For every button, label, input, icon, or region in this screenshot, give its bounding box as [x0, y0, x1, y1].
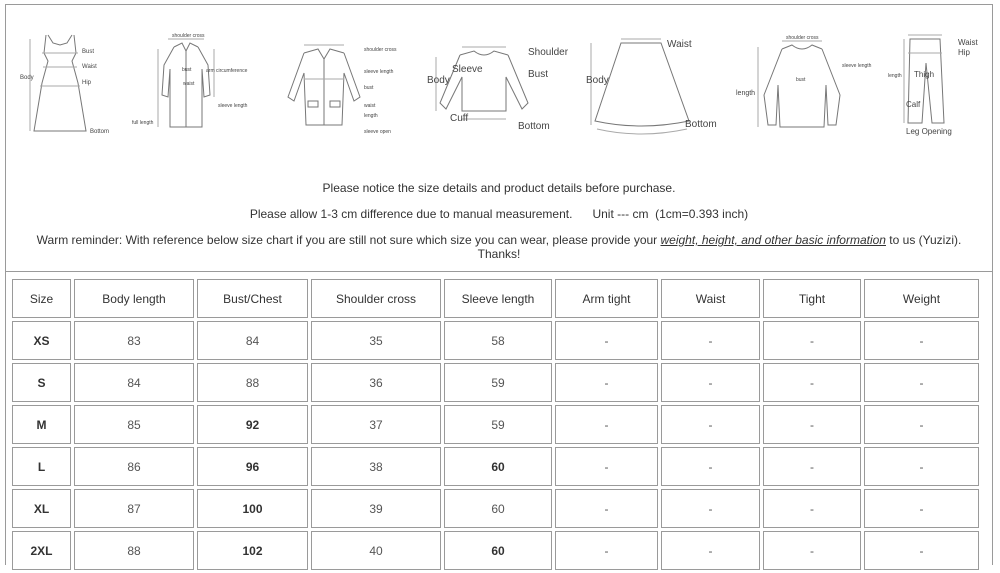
sleeve-cell: 60 [444, 489, 552, 528]
pants-diagram [878, 33, 988, 143]
pants-label: Thigh [914, 70, 935, 79]
shoulder-cell: 40 [311, 531, 441, 570]
waist-cell: - [661, 405, 760, 444]
notice-measurement: Please allow 1-3 cm difference due to manual measurement. Unit --- cm (1cm=0.393 inch) [249, 207, 749, 221]
coat-label: arm circumference [206, 68, 248, 74]
pants-label: length [888, 73, 902, 79]
sweater-label: Bust [528, 69, 549, 80]
header-cell: Waist [661, 279, 760, 318]
weight-cell: - [864, 489, 979, 528]
sleeve-cell: 58 [444, 321, 552, 360]
long-coat-diagram [124, 35, 274, 135]
notice-details: Please notice the size details and product details before purchase. [322, 181, 676, 195]
shoulder-cell: 39 [311, 489, 441, 528]
sweater-label: Shoulder [528, 47, 569, 58]
sleeve-cell: 60 [444, 531, 552, 570]
table-row [12, 531, 979, 570]
arm-cell: - [555, 405, 658, 444]
body-length-cell: 83 [74, 321, 194, 360]
table-row [12, 405, 979, 444]
reminder-thanks: Thanks! [477, 247, 521, 261]
cropped-sweater-diagram [424, 39, 584, 139]
coat-label: sleeve length [218, 103, 248, 109]
coat-label: full length [132, 120, 154, 126]
arm-cell: - [555, 363, 658, 402]
table-header-row [12, 279, 979, 318]
pants-label: Calf [906, 100, 921, 109]
weight-cell: - [864, 531, 979, 570]
header-cell: Tight [763, 279, 861, 318]
waist-cell: - [661, 321, 760, 360]
arm-cell: - [555, 531, 658, 570]
bust-cell: 96 [197, 447, 308, 486]
skirt-label: Body [586, 75, 609, 86]
weight-cell: - [864, 447, 979, 486]
weight-cell: - [864, 321, 979, 360]
coat-label: shoulder cross [172, 33, 205, 39]
dress-label: Bust [82, 49, 95, 55]
shoulder-cell: 35 [311, 321, 441, 360]
table-row [12, 363, 979, 402]
sweatshirt-label: shoulder cross [786, 35, 819, 41]
divider [6, 271, 992, 272]
coat-label: waist [183, 81, 195, 87]
weight-cell: - [864, 363, 979, 402]
body-length-cell: 88 [74, 531, 194, 570]
jacket-label: sleeve length [364, 69, 394, 75]
body-length-cell: 87 [74, 489, 194, 528]
tight-cell: - [763, 447, 861, 486]
size-cell: S [12, 363, 71, 402]
header-cell: Sleeve length [444, 279, 552, 318]
sweater-label: Sleeve [452, 64, 483, 75]
sweatshirt-label: sleeve length [842, 63, 872, 69]
waist-cell: - [661, 531, 760, 570]
reminder-text: Warm reminder: With reference below size chart if you are still not sure which size you can wear, please provide your [36, 233, 661, 247]
sweatshirt-label: length [736, 90, 756, 97]
body-length-cell: 85 [74, 405, 194, 444]
size-cell: 2XL [12, 531, 71, 570]
header-cell: Size [12, 279, 71, 318]
dress-label: Hip [82, 80, 92, 86]
size-cell: L [12, 447, 71, 486]
bust-cell: 88 [197, 363, 308, 402]
sweater-label: Body [427, 75, 450, 86]
shoulder-cell: 37 [311, 405, 441, 444]
size-table [9, 276, 982, 573]
header-cell: Arm tight [555, 279, 658, 318]
sweatshirt-label: bust [796, 77, 806, 83]
header-cell: Shoulder cross [311, 279, 441, 318]
bust-cell: 84 [197, 321, 308, 360]
header-cell: Bust/Chest [197, 279, 308, 318]
shoulder-cell: 38 [311, 447, 441, 486]
body-length-cell: 86 [74, 447, 194, 486]
tight-cell: - [763, 321, 861, 360]
bust-cell: 100 [197, 489, 308, 528]
size-cell: XS [12, 321, 71, 360]
sweater-label: Bottom [518, 121, 550, 132]
jacket-label: bust [364, 85, 374, 91]
skirt-label: Bottom [685, 119, 717, 130]
warm-reminder [6, 233, 992, 261]
reminder-end: to us (Yuzizi). [885, 233, 962, 247]
skirt-label: Waist [667, 39, 692, 50]
header-cell: Body length [74, 279, 194, 318]
bust-cell: 102 [197, 531, 308, 570]
weight-cell: - [864, 405, 979, 444]
arm-cell: - [555, 489, 658, 528]
dress-label: Body [20, 75, 34, 81]
bust-cell: 92 [197, 405, 308, 444]
arm-cell: - [555, 321, 658, 360]
size-cell: XL [12, 489, 71, 528]
sleeve-cell: 59 [444, 405, 552, 444]
sweater-label: Cuff [450, 113, 469, 124]
table-row [12, 489, 979, 528]
waist-cell: - [661, 447, 760, 486]
tight-cell: - [763, 363, 861, 402]
jacket-label: length [364, 113, 378, 119]
jacket-label: waist [364, 103, 376, 109]
size-cell: M [12, 405, 71, 444]
waist-cell: - [661, 363, 760, 402]
dress-label: Bottom [90, 129, 110, 135]
coat-label: bust [182, 67, 192, 73]
pants-label: Leg Opening [906, 127, 952, 136]
size-chart-frame [5, 4, 993, 565]
waist-cell: - [661, 489, 760, 528]
sleeve-cell: 60 [444, 447, 552, 486]
jacket-label: sleeve open [364, 129, 391, 135]
table-row [12, 447, 979, 486]
tight-cell: - [763, 489, 861, 528]
jacket-diagram [276, 39, 416, 139]
tight-cell: - [763, 531, 861, 570]
dress-label: Waist [82, 64, 97, 70]
pants-label: Hip [958, 48, 971, 57]
skirt-diagram [581, 35, 731, 139]
table-row [12, 321, 979, 360]
reminder-emphasis: weight, height, and other basic information [660, 233, 886, 247]
pants-label: Waist [958, 38, 978, 47]
header-cell: Weight [864, 279, 979, 318]
body-length-cell: 84 [74, 363, 194, 402]
tight-cell: - [763, 405, 861, 444]
measurement-diagrams [6, 5, 992, 171]
shoulder-cell: 36 [311, 363, 441, 402]
sleeve-cell: 59 [444, 363, 552, 402]
sweatshirt-diagram [734, 35, 884, 139]
dress-diagram [20, 31, 130, 141]
arm-cell: - [555, 447, 658, 486]
jacket-label: shoulder cross [364, 47, 397, 53]
